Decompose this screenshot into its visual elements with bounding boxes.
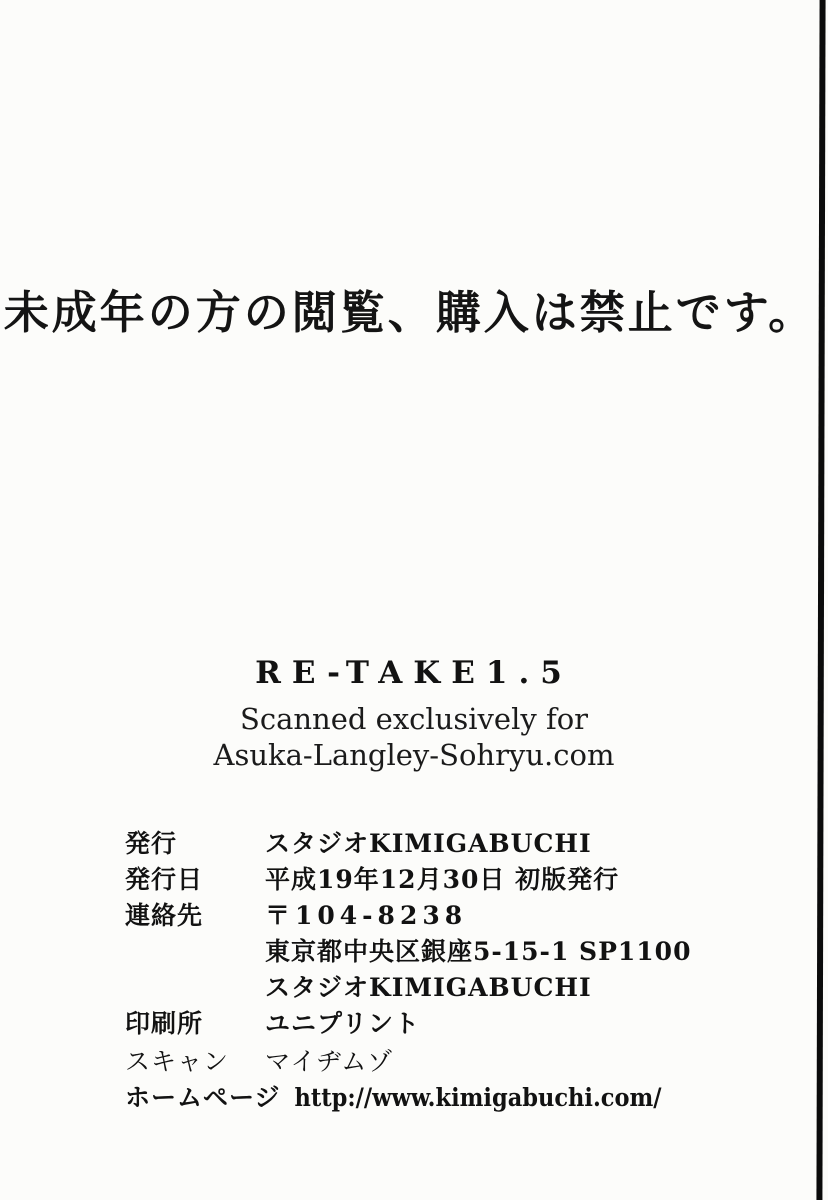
colophon-value: マイヂムゾ bbox=[265, 1047, 394, 1076]
colophon-row-publish-date bbox=[125, 860, 785, 896]
colophon-label: 発行日 bbox=[125, 865, 204, 894]
doujin-title: RE-TAKE1.5 bbox=[255, 655, 573, 691]
scan-credit-line1: Scanned exclusively for bbox=[239, 702, 589, 736]
colophon-label: 印刷所 bbox=[125, 1009, 204, 1038]
colophon-row-contact-address bbox=[125, 932, 785, 968]
colophon-value: http://www.kimigabuchi.com/ bbox=[294, 1083, 662, 1112]
colophon-value: スタジオKIMIGABUCHI bbox=[265, 973, 592, 1002]
colophon-value: 〒104-8238 bbox=[265, 901, 468, 930]
colophon bbox=[125, 824, 785, 1114]
title-block bbox=[0, 655, 828, 773]
colophon-row-contact-postal bbox=[125, 896, 785, 932]
colophon-value: ユニプリント bbox=[265, 1009, 421, 1038]
colophon-value: 平成19年12月30日 初版発行 bbox=[265, 865, 620, 894]
colophon-value: スタジオKIMIGABUCHI bbox=[265, 829, 592, 858]
colophon-row-scanner bbox=[125, 1042, 785, 1078]
colophon-row-printer bbox=[125, 1004, 785, 1040]
colophon-label: スキャン bbox=[125, 1047, 230, 1076]
colophon-row-contact-studio bbox=[125, 968, 785, 1004]
age-warning-text: 未成年の方の閲覧、購入は禁止です。 bbox=[3, 286, 817, 339]
scan-credit-line2: Asuka-Langley-Sohryu.com bbox=[213, 738, 615, 772]
colophon-row-homepage bbox=[125, 1078, 785, 1114]
scan-edge-right bbox=[816, 0, 825, 1200]
colophon-label: 連絡先 bbox=[125, 901, 204, 930]
colophon-label: 発行 bbox=[125, 829, 178, 858]
colophon-value: 東京都中央区銀座5-15-1 SP1100 bbox=[265, 937, 692, 966]
colophon-label: ホームページ bbox=[125, 1083, 281, 1112]
colophon-row-publisher bbox=[125, 824, 785, 860]
